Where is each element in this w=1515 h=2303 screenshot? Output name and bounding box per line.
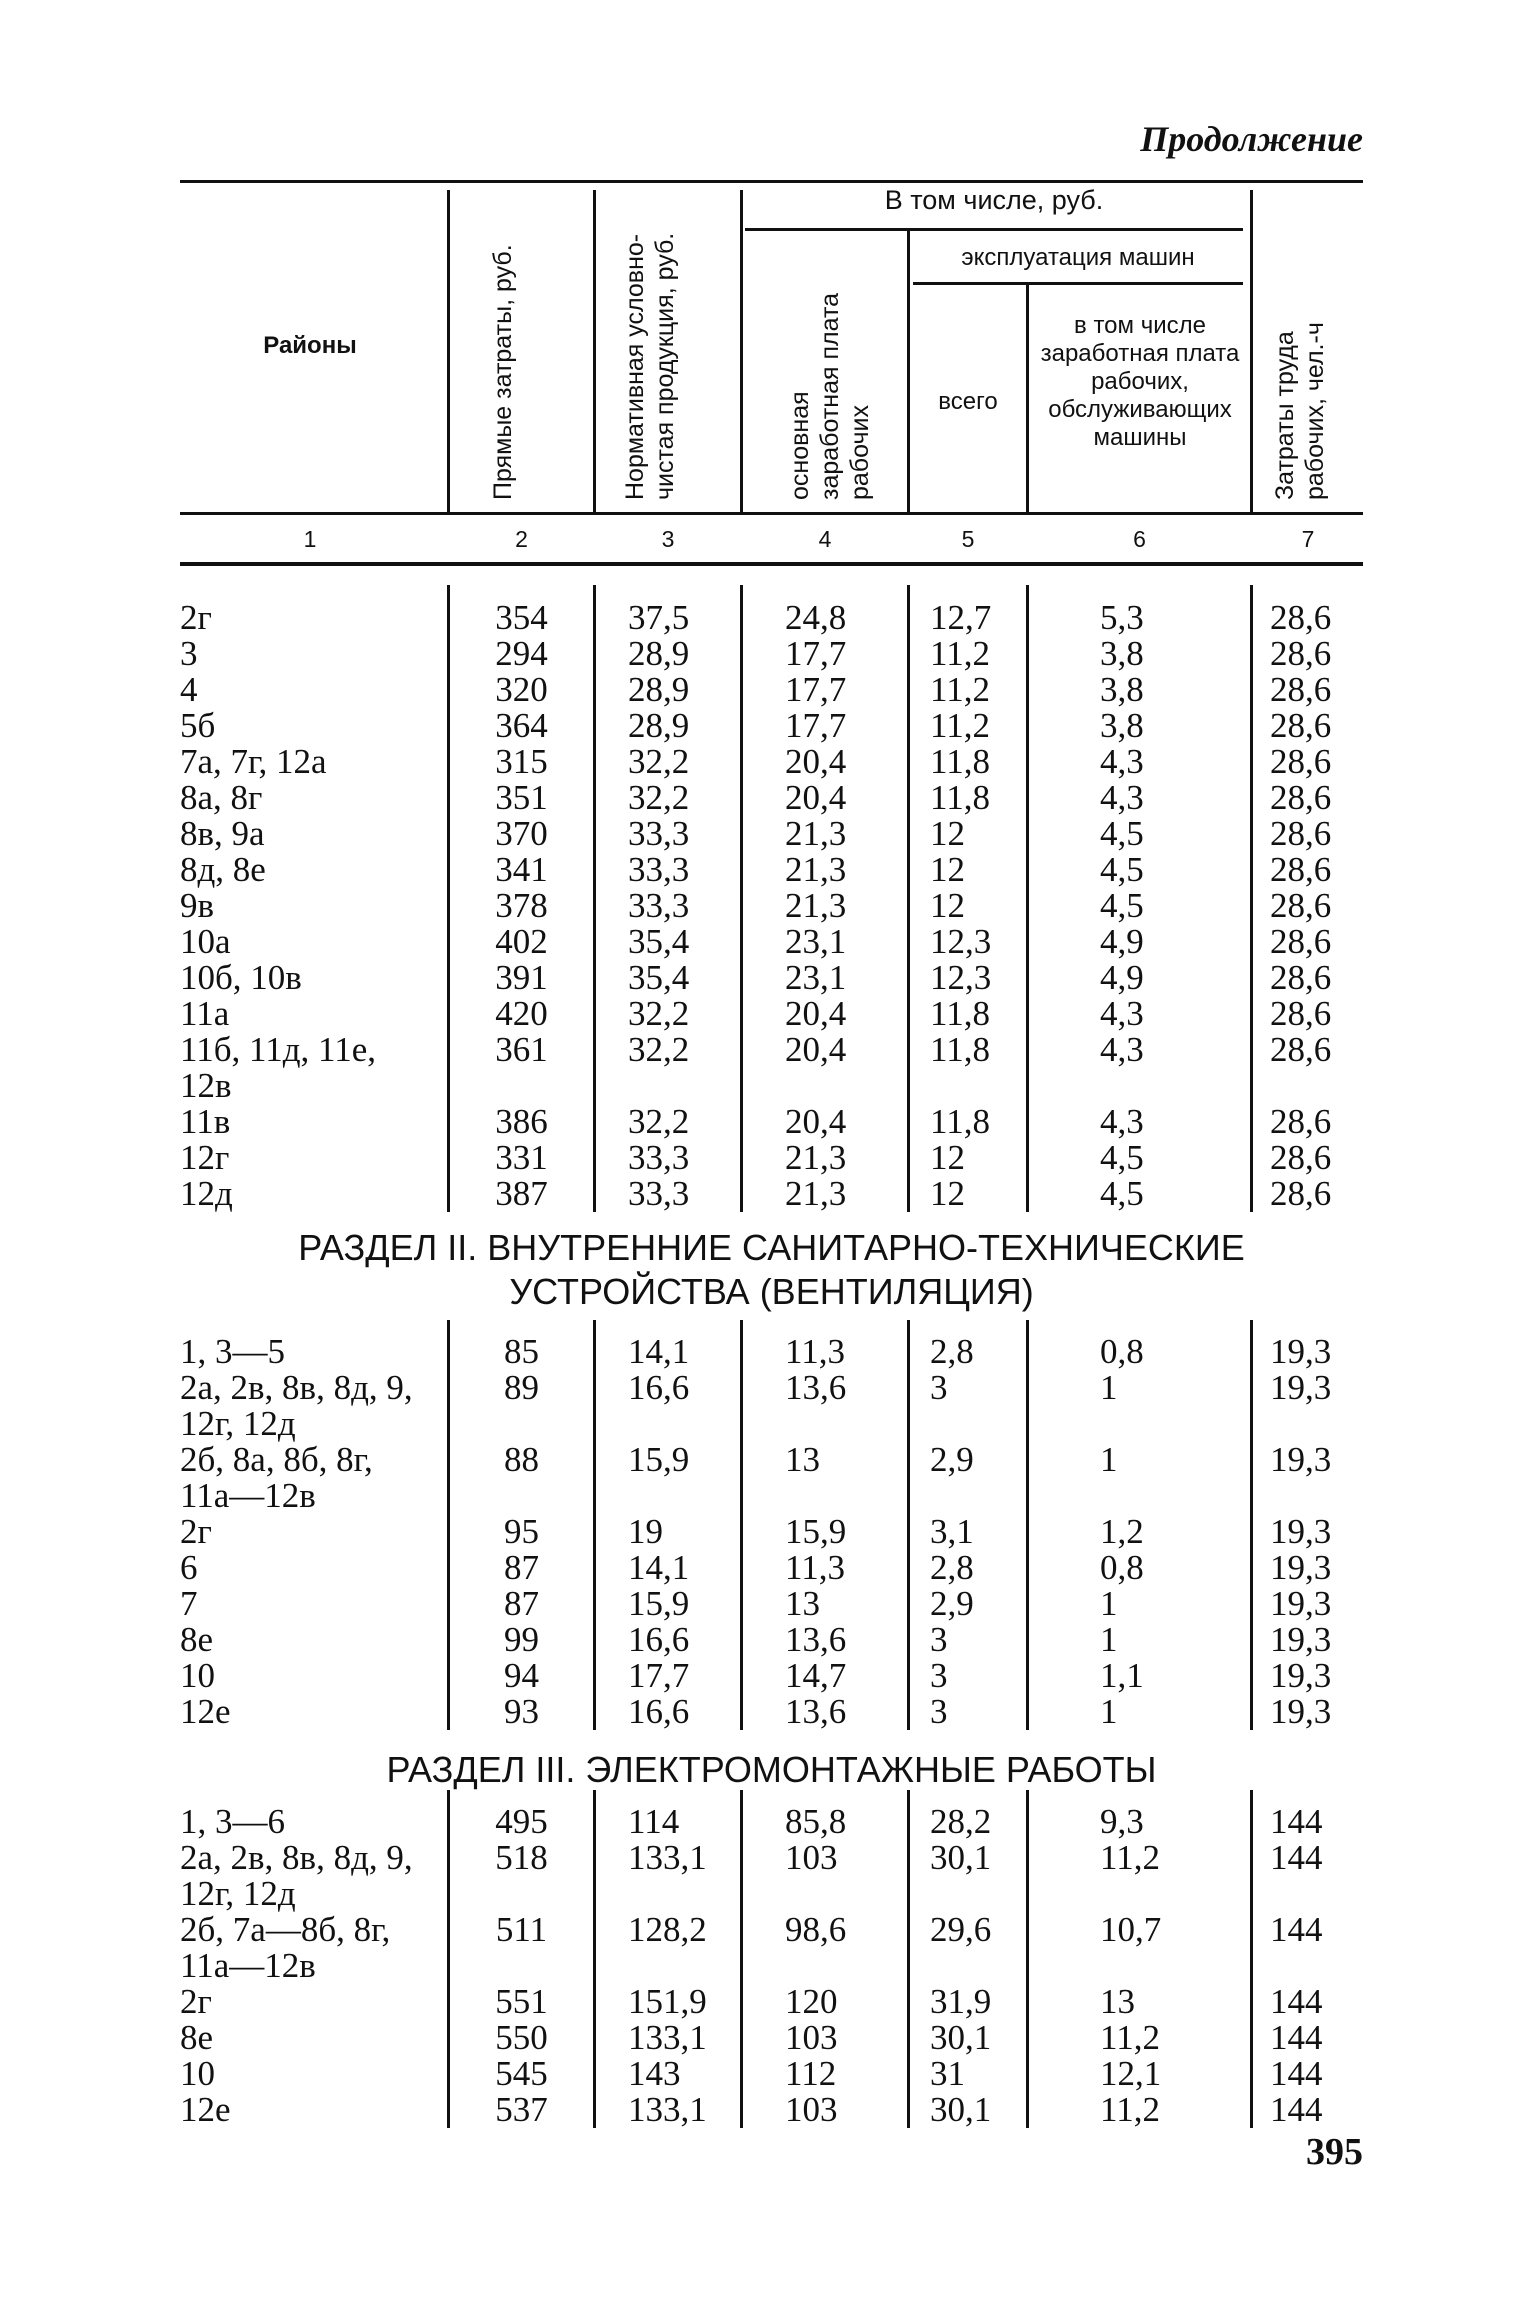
value-cell: 21,3 <box>785 814 847 853</box>
value-cell: 11,2 <box>1100 2090 1160 2129</box>
value-cell: 98,6 <box>785 1910 847 1949</box>
value-cell: 19,3 <box>1270 1656 1332 1695</box>
region-cell: 9в <box>180 886 215 925</box>
section-title: РАЗДЕЛ III. ЭЛЕКТРОМОНТАЖНЫЕ РАБОТЫ <box>386 1749 1157 1790</box>
value-cell: 3,8 <box>1100 670 1144 709</box>
value-cell: 4,3 <box>1100 778 1144 817</box>
value-cell: 551 <box>495 1982 548 2021</box>
value-cell: 32,2 <box>628 994 690 1033</box>
value-cell: 3 <box>930 1620 948 1659</box>
body-col-rule <box>1250 1320 1253 1730</box>
value-cell: 518 <box>495 1838 548 1877</box>
body-col-rule <box>593 1320 596 1730</box>
value-cell: 28,9 <box>628 670 690 709</box>
value-cell: 3,8 <box>1100 634 1144 673</box>
value-cell: 15,9 <box>628 1440 690 1479</box>
value-cell: 19,3 <box>1270 1584 1332 1623</box>
value-cell: 19,3 <box>1270 1368 1332 1407</box>
value-cell: 361 <box>495 1030 548 1069</box>
including-header: В том числе, руб. <box>884 185 1104 215</box>
region-cell: 11б, 11д, 11е, 12в <box>180 1030 377 1105</box>
value-cell: 11,8 <box>930 994 990 1033</box>
normative-product-header: Нормативная условно-чистая продукция, руб. <box>621 232 679 500</box>
value-cell: 88 <box>504 1440 539 1479</box>
col-number: 5 <box>961 526 975 552</box>
region-cell: 2б, 8а, 8б, 8г, 11а—12в <box>180 1440 373 1515</box>
value-cell: 16,6 <box>628 1368 690 1407</box>
machine-operation-header: эксплуатация машин <box>961 244 1195 271</box>
value-cell: 33,3 <box>628 814 690 853</box>
value-cell: 143 <box>628 2054 681 2093</box>
value-cell: 12,3 <box>930 958 992 997</box>
value-cell: 1 <box>1100 1584 1118 1623</box>
value-cell: 16,6 <box>628 1692 690 1731</box>
value-cell: 11,3 <box>785 1548 845 1587</box>
region-cell: 8в, 9а <box>180 814 265 853</box>
value-cell: 294 <box>495 634 548 673</box>
value-cell: 13 <box>785 1584 820 1623</box>
value-cell: 354 <box>495 598 548 637</box>
value-cell: 19,3 <box>1270 1692 1332 1731</box>
value-cell: 331 <box>495 1138 548 1177</box>
value-cell: 23,1 <box>785 922 847 961</box>
value-cell: 4,5 <box>1100 814 1144 853</box>
value-cell: 386 <box>495 1102 548 1141</box>
value-cell: 32,2 <box>628 778 690 817</box>
value-cell: 28,6 <box>1270 922 1332 961</box>
body-col-rule <box>907 1790 910 2128</box>
region-cell: 8е <box>180 1620 214 1659</box>
value-cell: 85,8 <box>785 1802 847 1841</box>
value-cell: 12 <box>930 814 965 853</box>
value-cell: 3,8 <box>1100 706 1144 745</box>
value-cell: 12 <box>930 850 965 889</box>
value-cell: 13,6 <box>785 1692 847 1731</box>
col-number: 2 <box>515 526 528 552</box>
value-cell: 21,3 <box>785 886 847 925</box>
value-cell: 33,3 <box>628 886 690 925</box>
value-cell: 28,6 <box>1270 598 1332 637</box>
value-cell: 144 <box>1270 1802 1323 1841</box>
value-cell: 378 <box>495 886 548 925</box>
value-cell: 4,9 <box>1100 958 1144 997</box>
value-cell: 33,3 <box>628 850 690 889</box>
region-cell: 12е <box>180 1692 231 1731</box>
value-cell: 28,6 <box>1270 886 1332 925</box>
region-cell: 2г <box>180 1982 212 2021</box>
value-cell: 4,5 <box>1100 1174 1144 1213</box>
value-cell: 13,6 <box>785 1368 847 1407</box>
value-cell: 95 <box>504 1512 539 1551</box>
value-cell: 28,6 <box>1270 1030 1332 1069</box>
value-cell: 144 <box>1270 1910 1323 1949</box>
value-cell: 391 <box>495 958 548 997</box>
value-cell: 28,6 <box>1270 670 1332 709</box>
value-cell: 341 <box>495 850 548 889</box>
value-cell: 87 <box>504 1548 539 1587</box>
value-cell: 1 <box>1100 1440 1118 1479</box>
value-cell: 30,1 <box>930 2090 992 2129</box>
value-cell: 133,1 <box>628 2090 707 2129</box>
value-cell: 2,9 <box>930 1584 974 1623</box>
value-cell: 28,6 <box>1270 994 1332 1033</box>
value-cell: 128,2 <box>628 1910 707 1949</box>
value-cell: 151,9 <box>628 1982 707 2021</box>
value-cell: 387 <box>495 1174 548 1213</box>
value-cell: 28,6 <box>1270 778 1332 817</box>
value-cell: 4,9 <box>1100 922 1144 961</box>
value-cell: 12 <box>930 886 965 925</box>
header-col-rule <box>1026 282 1029 512</box>
value-cell: 14,1 <box>628 1332 690 1371</box>
value-cell: 144 <box>1270 2054 1323 2093</box>
value-cell: 11,8 <box>930 1030 990 1069</box>
body-col-rule <box>740 585 743 1212</box>
value-cell: 0,8 <box>1100 1332 1144 1371</box>
value-cell: 1,2 <box>1100 1512 1144 1551</box>
body-col-rule <box>740 1790 743 2128</box>
value-cell: 11,2 <box>1100 2018 1160 2057</box>
value-cell: 3,1 <box>930 1512 974 1551</box>
value-cell: 28,6 <box>1270 814 1332 853</box>
value-cell: 32,2 <box>628 742 690 781</box>
body-col-rule <box>1250 585 1253 1212</box>
value-cell: 4,3 <box>1100 994 1144 1033</box>
region-cell: 11а <box>180 994 230 1033</box>
value-cell: 33,3 <box>628 1138 690 1177</box>
value-cell: 28,9 <box>628 706 690 745</box>
region-cell: 4 <box>180 670 198 709</box>
value-cell: 11,2 <box>930 706 990 745</box>
value-cell: 20,4 <box>785 1030 847 1069</box>
value-cell: 21,3 <box>785 850 847 889</box>
column-number-rule <box>180 562 1363 566</box>
value-cell: 28,2 <box>930 1802 992 1841</box>
including-rule <box>745 228 1243 231</box>
value-cell: 87 <box>504 1584 539 1623</box>
header-col-rule <box>593 190 596 512</box>
value-cell: 320 <box>495 670 548 709</box>
value-cell: 550 <box>495 2018 548 2057</box>
value-cell: 1,1 <box>1100 1656 1144 1695</box>
region-cell: 1, 3—5 <box>180 1332 285 1371</box>
value-cell: 11,2 <box>1100 1838 1160 1877</box>
region-cell: 5б <box>180 706 216 745</box>
value-cell: 17,7 <box>628 1656 690 1695</box>
value-cell: 28,6 <box>1270 850 1332 889</box>
value-cell: 28,6 <box>1270 706 1332 745</box>
value-cell: 28,6 <box>1270 742 1332 781</box>
value-cell: 28,9 <box>628 634 690 673</box>
value-cell: 133,1 <box>628 2018 707 2057</box>
col-number: 1 <box>303 526 317 552</box>
value-cell: 19 <box>628 1512 663 1551</box>
value-cell: 29,6 <box>930 1910 992 1949</box>
value-cell: 3 <box>930 1692 948 1731</box>
region-cell: 2б, 7а—8б, 8г, 11а—12в <box>180 1910 391 1985</box>
top-rule <box>180 180 1363 183</box>
value-cell: 89 <box>504 1368 539 1407</box>
value-cell: 9,3 <box>1100 1802 1144 1841</box>
value-cell: 19,3 <box>1270 1332 1332 1371</box>
region-cell: 7 <box>180 1584 198 1623</box>
value-cell: 28,6 <box>1270 1102 1332 1141</box>
value-cell: 103 <box>785 2090 838 2129</box>
value-cell: 144 <box>1270 2018 1323 2057</box>
value-cell: 21,3 <box>785 1174 847 1213</box>
region-cell: 12г <box>180 1138 230 1177</box>
value-cell: 120 <box>785 1982 838 2021</box>
body-col-rule <box>593 1790 596 2128</box>
value-cell: 19,3 <box>1270 1620 1332 1659</box>
region-cell: 10б, 10в <box>180 958 302 997</box>
region-cell: 10 <box>180 2054 215 2093</box>
value-cell: 114 <box>628 1802 680 1841</box>
col-number: 3 <box>661 526 675 552</box>
value-cell: 4,3 <box>1100 742 1144 781</box>
value-cell: 33,3 <box>628 1174 690 1213</box>
value-cell: 30,1 <box>930 1838 992 1877</box>
section-title: РАЗДЕЛ II. ВНУТРЕННИЕ САНИТАРНО-ТЕХНИЧЕСКИЕ УСТРОЙСТВА (ВЕНТИЛЯЦИЯ) <box>298 1227 1245 1312</box>
value-cell: 31 <box>930 2054 965 2093</box>
value-cell: 28,6 <box>1270 634 1332 673</box>
value-cell: 13 <box>1100 1982 1135 2021</box>
value-cell: 35,4 <box>628 922 690 961</box>
value-cell: 23,1 <box>785 958 847 997</box>
value-cell: 3 <box>930 1368 948 1407</box>
value-cell: 28,6 <box>1270 1174 1332 1213</box>
value-cell: 11,8 <box>930 778 990 817</box>
value-cell: 32,2 <box>628 1102 690 1141</box>
value-cell: 17,7 <box>785 634 847 673</box>
region-cell: 10а <box>180 922 231 961</box>
value-cell: 144 <box>1270 2090 1323 2129</box>
col-number: 4 <box>818 526 832 552</box>
value-cell: 93 <box>504 1692 539 1731</box>
header-col-rule <box>740 190 743 512</box>
col-number: 7 <box>1301 526 1315 552</box>
value-cell: 10,7 <box>1100 1910 1162 1949</box>
body-col-rule <box>593 585 596 1212</box>
value-cell: 31,9 <box>930 1982 992 2021</box>
value-cell: 4,3 <box>1100 1030 1144 1069</box>
region-cell: 2а, 2в, 8в, 8д, 9, 12г, 12д <box>180 1838 413 1913</box>
region-cell: 12е <box>180 2090 231 2129</box>
continuation-label: Продолжение <box>1140 119 1363 159</box>
region-cell: 2а, 2в, 8в, 8д, 9, 12г, 12д <box>180 1368 413 1443</box>
value-cell: 21,3 <box>785 1138 847 1177</box>
value-cell: 495 <box>495 1802 548 1841</box>
page-number: 395 <box>1306 2131 1363 2173</box>
region-cell: 7а, 7г, 12а <box>180 742 327 781</box>
value-cell: 11,3 <box>785 1332 845 1371</box>
region-cell: 3 <box>180 634 198 673</box>
machine-rule <box>913 282 1243 285</box>
value-cell: 11,2 <box>930 670 990 709</box>
body-col-rule <box>740 1320 743 1730</box>
value-cell: 13,6 <box>785 1620 847 1659</box>
header-col-rule <box>447 190 450 512</box>
value-cell: 420 <box>495 994 548 1033</box>
value-cell: 12,7 <box>930 598 992 637</box>
direct-costs-header: Прямые затраты, руб. <box>489 244 517 500</box>
value-cell: 20,4 <box>785 994 847 1033</box>
value-cell: 144 <box>1270 1982 1323 2021</box>
value-cell: 35,4 <box>628 958 690 997</box>
value-cell: 94 <box>504 1656 539 1695</box>
value-cell: 28,6 <box>1270 1138 1332 1177</box>
region-cell: 8а, 8г <box>180 778 263 817</box>
value-cell: 17,7 <box>785 706 847 745</box>
value-cell: 16,6 <box>628 1620 690 1659</box>
value-cell: 85 <box>504 1332 539 1371</box>
value-cell: 12,1 <box>1100 2054 1162 2093</box>
value-cell: 17,7 <box>785 670 847 709</box>
value-cell: 11,8 <box>930 742 990 781</box>
value-cell: 28,6 <box>1270 958 1332 997</box>
value-cell: 511 <box>495 1910 548 1949</box>
value-cell: 5,3 <box>1100 598 1144 637</box>
body-col-rule <box>907 585 910 1212</box>
value-cell: 12,3 <box>930 922 992 961</box>
value-cell: 19,3 <box>1270 1440 1332 1479</box>
region-cell: 12д <box>180 1174 233 1213</box>
value-cell: 1 <box>1100 1368 1118 1407</box>
value-cell: 12 <box>930 1138 965 1177</box>
value-cell: 24,8 <box>785 598 847 637</box>
value-cell: 4,5 <box>1100 1138 1144 1177</box>
col-number: 6 <box>1133 526 1146 552</box>
value-cell: 1 <box>1100 1620 1118 1659</box>
value-cell: 19,3 <box>1270 1548 1332 1587</box>
header-bottom-rule <box>180 512 1363 515</box>
machine-wage-header: в том числе заработная плата рабочих, обслуживающих машины <box>1040 312 1240 451</box>
body-col-rule <box>1250 1790 1253 2128</box>
value-cell: 103 <box>785 2018 838 2057</box>
value-cell: 20,4 <box>785 778 847 817</box>
region-cell: 11в <box>180 1102 231 1141</box>
value-cell: 4,5 <box>1100 850 1144 889</box>
body-col-rule <box>1026 585 1029 1212</box>
value-cell: 12 <box>930 1174 965 1213</box>
header-col-rule <box>1250 190 1253 512</box>
value-cell: 37,5 <box>628 598 690 637</box>
value-cell: 112 <box>785 2054 837 2093</box>
value-cell: 32,2 <box>628 1030 690 1069</box>
region-cell: 8е <box>180 2018 214 2057</box>
body-col-rule <box>1026 1320 1029 1730</box>
value-cell: 364 <box>495 706 548 745</box>
value-cell: 133,1 <box>628 1838 707 1877</box>
body-col-rule <box>907 1320 910 1730</box>
value-cell: 19,3 <box>1270 1512 1332 1551</box>
total-header: всего <box>938 388 998 415</box>
region-cell: 2г <box>180 598 212 637</box>
value-cell: 11,2 <box>930 634 990 673</box>
value-cell: 4,5 <box>1100 886 1144 925</box>
value-cell: 315 <box>495 742 548 781</box>
value-cell: 14,7 <box>785 1656 847 1695</box>
value-cell: 402 <box>495 922 548 961</box>
header-col-rule <box>907 228 910 512</box>
base-wage-header: основная заработная плата рабочих <box>786 292 874 500</box>
value-cell: 3 <box>930 1656 948 1695</box>
value-cell: 20,4 <box>785 742 847 781</box>
value-cell: 351 <box>495 778 548 817</box>
value-cell: 2,8 <box>930 1548 974 1587</box>
labor-header: Затраты труда рабочих, чел.-ч <box>1271 322 1329 500</box>
value-cell: 103 <box>785 1838 838 1877</box>
value-cell: 2,9 <box>930 1440 974 1479</box>
value-cell: 537 <box>495 2090 548 2129</box>
value-cell: 15,9 <box>785 1512 847 1551</box>
regions-header: Районы <box>263 332 357 359</box>
value-cell: 1 <box>1100 1692 1118 1731</box>
value-cell: 20,4 <box>785 1102 847 1141</box>
value-cell: 99 <box>504 1620 539 1659</box>
value-cell: 11,8 <box>930 1102 990 1141</box>
body-col-rule <box>1026 1790 1029 2128</box>
value-cell: 14,1 <box>628 1548 690 1587</box>
value-cell: 370 <box>495 814 548 853</box>
region-cell: 2г <box>180 1512 212 1551</box>
value-cell: 4,3 <box>1100 1102 1144 1141</box>
region-cell: 10 <box>180 1656 215 1695</box>
region-cell: 1, 3—6 <box>180 1802 285 1841</box>
value-cell: 2,8 <box>930 1332 974 1371</box>
region-cell: 8д, 8е <box>180 850 266 889</box>
value-cell: 30,1 <box>930 2018 992 2057</box>
value-cell: 144 <box>1270 1838 1323 1877</box>
region-cell: 6 <box>180 1548 198 1587</box>
value-cell: 0,8 <box>1100 1548 1144 1587</box>
value-cell: 545 <box>495 2054 548 2093</box>
value-cell: 13 <box>785 1440 820 1479</box>
value-cell: 15,9 <box>628 1584 690 1623</box>
